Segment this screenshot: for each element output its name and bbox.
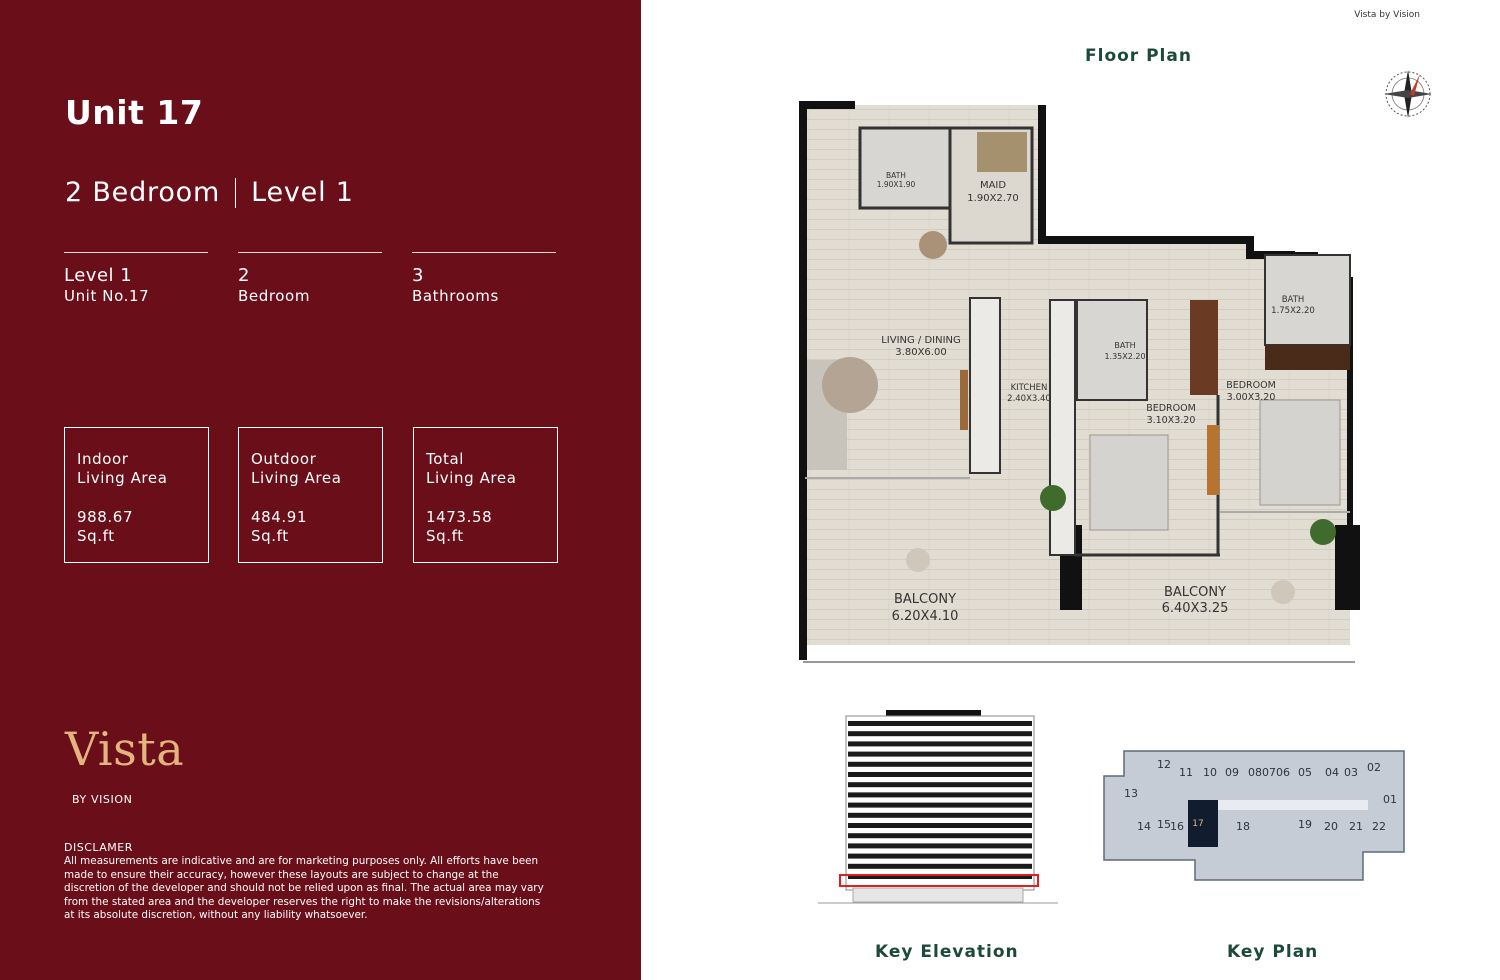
room-label: BALCONY (1163, 585, 1227, 600)
stat-label: Bedroom (238, 287, 311, 305)
stat-label: Bathrooms (412, 287, 499, 305)
floor-band (848, 772, 1032, 777)
room-size: 1.35X2.20 (1104, 352, 1146, 361)
stat-value: Level 1 (64, 265, 133, 286)
key-plan-unit-label: 19 (1298, 818, 1312, 831)
area-label: Living Area (426, 469, 517, 487)
area-label: Living Area (251, 469, 342, 487)
bath-3-room (1265, 255, 1350, 345)
area-value: 484.91 (251, 508, 308, 526)
stat-label: Unit No.17 (64, 287, 150, 305)
room-size: 1.75X2.20 (1271, 306, 1315, 316)
floor-band (848, 731, 1032, 736)
floor-band (848, 854, 1032, 859)
key-plan-unit-label: 12 (1157, 758, 1171, 771)
column (1335, 525, 1360, 610)
key-plan-unit-label: 13 (1124, 787, 1138, 800)
key-plan-unit-label: 15 (1157, 818, 1171, 831)
room-label: BEDROOM (1226, 380, 1276, 391)
floor-band (848, 823, 1032, 828)
balcony-table (906, 548, 930, 572)
key-plan-unit-label: 18 (1236, 820, 1250, 833)
area-unit: Sq.ft (426, 527, 464, 545)
key-elevation-drawing (818, 705, 1058, 910)
bed (1260, 400, 1340, 505)
key-plan-unit-label: 04 (1325, 766, 1339, 779)
room-size: 6.40X3.25 (1161, 601, 1229, 616)
outdoor-area-box (238, 427, 383, 563)
tv-console (960, 370, 968, 430)
room-label: KITCHEN (1010, 383, 1048, 393)
floor-band (848, 813, 1032, 818)
room-label: BATH (1114, 341, 1136, 350)
room-size: 3.80X6.00 (895, 347, 947, 358)
room-label: BATH (886, 171, 906, 180)
building-roof (886, 710, 981, 716)
building-base (853, 888, 1023, 902)
area-unit: Sq.ft (77, 527, 115, 545)
key-plan-unit-label: 02 (1367, 761, 1381, 774)
rug (822, 357, 878, 413)
room-label: MAID (979, 180, 1007, 191)
key-plan-unit-label: 20 (1324, 820, 1338, 833)
floor-plan-title: Floor Plan (1085, 46, 1192, 66)
key-plan-unit-label: 06 (1276, 766, 1290, 779)
key-plan-unit-label: 03 (1344, 766, 1358, 779)
room-size: 2.40X3.40 (1007, 394, 1051, 404)
bedroom-type: 2 Bedroom (65, 177, 221, 208)
room-label: LIVING / DINING (881, 335, 961, 346)
key-plan-unit-label: 09 (1225, 766, 1239, 779)
disclaimer-text: All measurements are indicative and are for marketing purposes only. All efforts have been made to ensure their accuracy, however these layouts are subject to change at the discretion of the developer and should not be relied upon as final. The actual area may vary from the stated area and the developer reserves the right to make the revisions/alterations at its absolute discretion, without any liability whatsoever. (64, 855, 544, 922)
key-plan-unit-label: 21 (1349, 820, 1363, 833)
room-label: BEDROOM (1146, 403, 1196, 414)
bath-2-room (1077, 300, 1147, 400)
outer-wall (1042, 105, 1295, 255)
key-plan-unit-label: 01 (1383, 793, 1397, 806)
balcony-table (1271, 580, 1295, 604)
room-label: BALCONY (893, 592, 957, 607)
key-plan-unit-label: 11 (1179, 766, 1193, 779)
subtitle-divider (235, 178, 236, 208)
key-plan-unit-label: 16 (1170, 820, 1184, 833)
floor-plan-drawing (795, 100, 1365, 672)
key-elevation-caption: Key Elevation (875, 942, 1019, 962)
room-size: 3.00X3.20 (1226, 392, 1276, 403)
floor-band (848, 843, 1032, 848)
floor-band (848, 721, 1032, 726)
total-area-box (413, 427, 558, 563)
room-size: 3.10X3.20 (1146, 415, 1196, 426)
room-label: BATH (1281, 295, 1305, 305)
bed (1090, 435, 1168, 530)
wardrobe (1265, 345, 1350, 370)
stat-value: 3 (412, 265, 424, 286)
bath-1-room (860, 128, 950, 208)
dining-table (919, 231, 947, 259)
key-plan-unit-label: 14 (1137, 820, 1151, 833)
stat-value: 2 (238, 265, 250, 286)
room-size: 1.90X1.90 (876, 180, 916, 189)
nightstand (1207, 425, 1219, 495)
room-size: 6.20X4.10 (891, 609, 959, 624)
compass-icon (1378, 64, 1438, 124)
floor-band (848, 792, 1032, 797)
key-plan-unit-label: 05 (1298, 766, 1312, 779)
brand-subtitle: BY VISION (72, 793, 133, 806)
area-value: 1473.58 (426, 508, 493, 526)
area-unit: Sq.ft (251, 527, 289, 545)
floor-band (848, 752, 1032, 757)
key-plan-caption: Key Plan (1227, 942, 1319, 962)
area-label: Outdoor (251, 450, 317, 468)
key-plan-unit-label: 08 (1248, 766, 1262, 779)
key-plan-unit-label: 17 (1192, 819, 1204, 829)
unit-title: Unit 17 (65, 93, 204, 132)
stat-bedrooms (238, 252, 382, 305)
area-label: Total (426, 450, 465, 468)
floor-band (848, 741, 1032, 746)
area-value: 988.67 (77, 508, 134, 526)
key-plan-unit-label: 22 (1372, 820, 1386, 833)
key-plan-unit-label: 07 (1262, 766, 1276, 779)
key-plan-drawing (1098, 748, 1408, 883)
stat-bathrooms (412, 252, 556, 305)
area-label: Living Area (77, 469, 168, 487)
floor-band (848, 833, 1032, 838)
floor-band (848, 762, 1032, 767)
brand-logo: Vista (65, 722, 185, 776)
floor-band (848, 803, 1032, 808)
kitchen-island (1050, 300, 1075, 555)
unit-info-panel (0, 0, 641, 980)
room-size: 1.90X2.70 (967, 193, 1019, 204)
maid-bed (977, 132, 1027, 172)
unit-level: Level 1 (251, 177, 354, 208)
key-plan-unit-label: 10 (1203, 766, 1217, 779)
unit-subtitle (65, 177, 354, 208)
area-label: Indoor (77, 450, 129, 468)
floor-band (848, 782, 1032, 787)
stat-level (64, 252, 208, 305)
disclaimer-title: DISCLAMER (64, 841, 133, 854)
indoor-area-box (64, 427, 209, 563)
plant (1310, 519, 1336, 545)
floor-band (848, 864, 1032, 869)
wardrobe (1190, 300, 1218, 395)
corner-brand: Vista by Vision (1354, 10, 1420, 20)
kitchen-wall (970, 298, 1000, 473)
plant (1040, 485, 1066, 511)
